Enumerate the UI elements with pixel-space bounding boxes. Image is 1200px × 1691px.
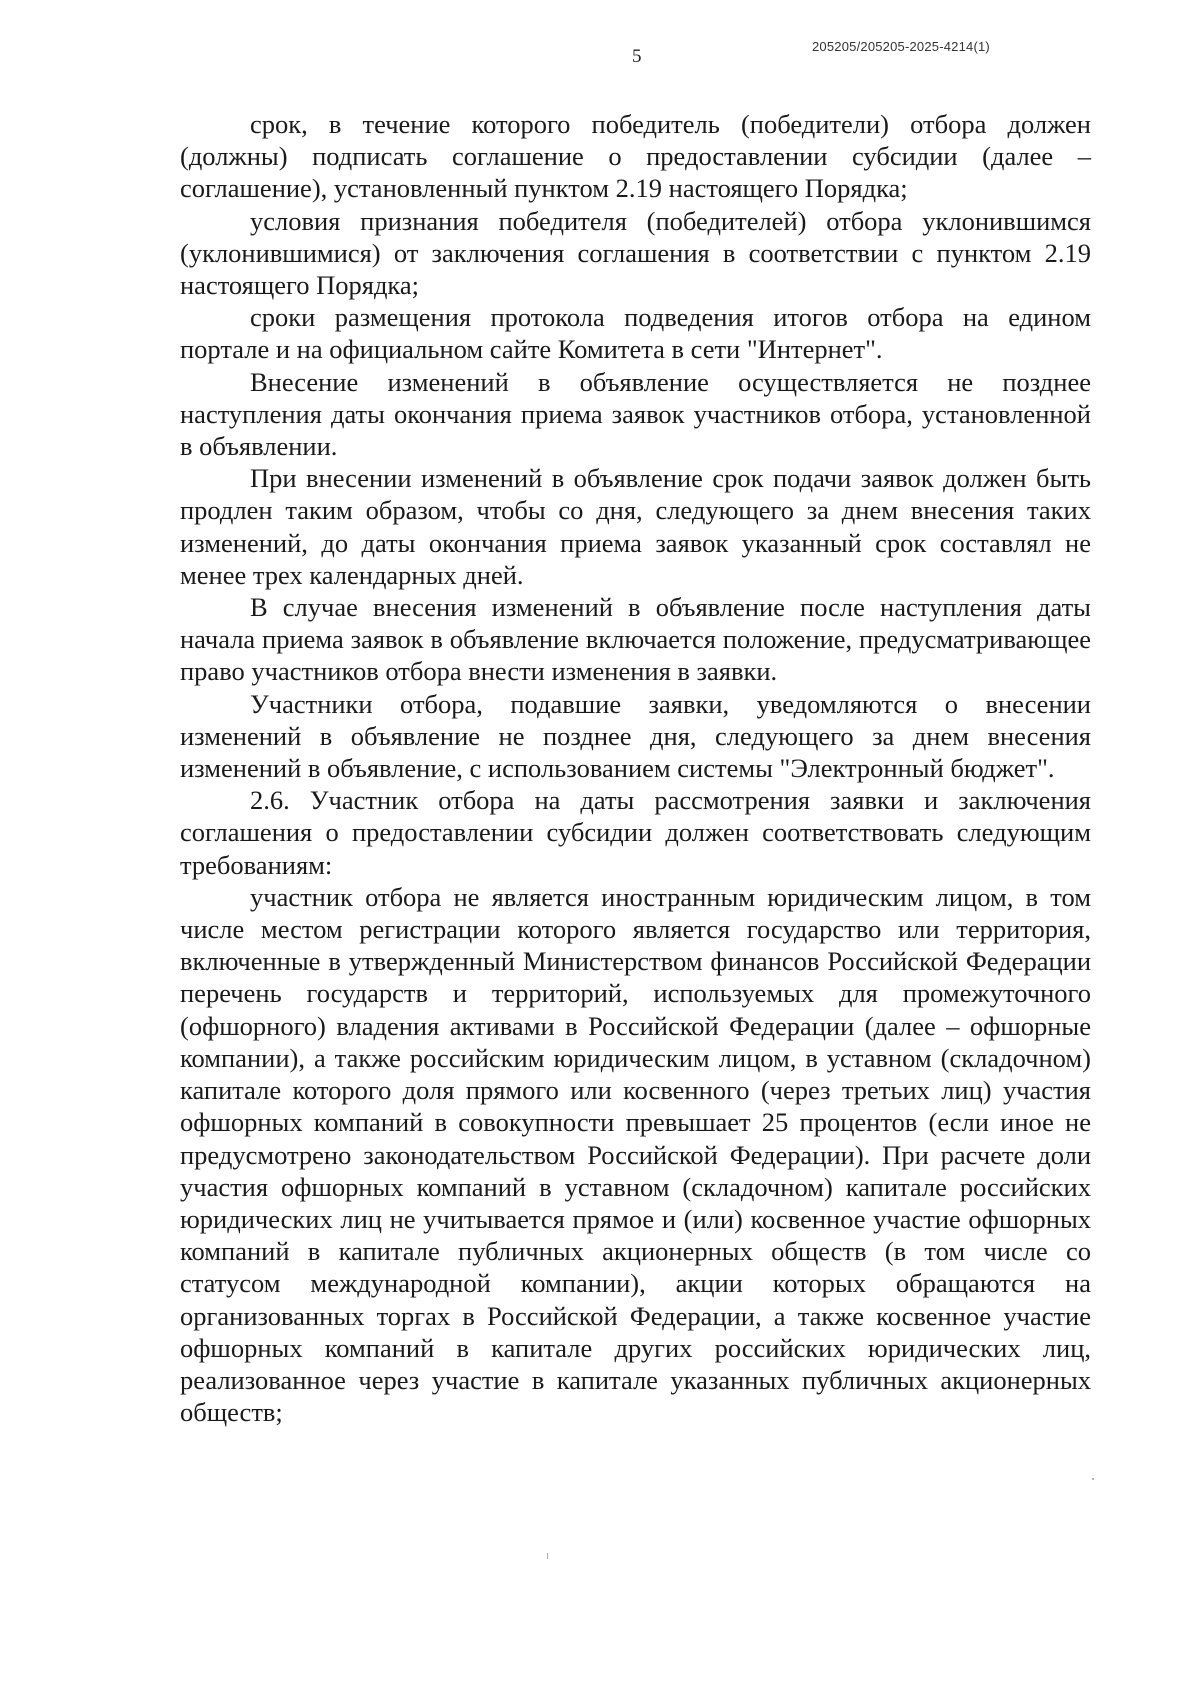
paragraph: 2.6. Участник отбора на даты рассмотрения заявки и заключения соглашения о предоставлении субсидии должен соответствовать следующим требованиям: (180, 785, 1091, 880)
paragraph: Внесение изменений в объявление осуществляется не позднее наступления даты окончания приема заявок участников отбора, установленной в объявлении. (180, 366, 1091, 462)
paragraph: срок, в течение которого победитель (победители) отбора должен (должны) подписать соглашение о предоставлении субсидии (далее – соглашение), установленный пунктом 2.19 настоящего Порядка; (180, 109, 1091, 204)
scan-artifact (547, 1553, 548, 1559)
paragraph: сроки размещения протокола подведения итогов отбора на едином портале и на официальном сайте Комитета в сети "Интернет". (180, 302, 1091, 365)
paragraph: участник отбора не является иностранным юридическим лицом, в том числе местом регистрации которого является государство или территория, включенные в утвержденный Министерством финансов Российской Федерации перечень государств и территорий, используемых для промежуточного (офшорного) владения активами в Российской Федерации (далее – офшорные компании), а также российским юридическим лицом, в уставном (складочном) капитале которого доля прямого или косвенного (через третьих лиц) участия офшорных компаний в совокупности превышает 25 процентов (если иное не предусмотрено законодательством Российской Федерации). При расчете доли участия офшорных компаний в уставном (складочном) капитале российских юридических лиц не учитывается прямое и (или) косвенное участие офшорных компаний в капитале публичных акционерных обществ (в том числе со статусом международной компании), акции которых обращаются на организованных торгах в Российской Федерации, а также косвенное участие офшорных компаний в капитале других российских юридических лиц, реализованное через участие в капитале указанных публичных акционерных обществ; (180, 881, 1091, 1428)
paragraph: условия признания победителя (победителей) отбора уклонившимся (уклонившимися) от заключения соглашения в соответствии с пунктом 2.19 настоящего Порядка; (180, 205, 1091, 301)
document-id: 205205/205205-2025-4214(1) (812, 39, 990, 54)
page-number: 5 (632, 46, 642, 67)
scan-artifact (1092, 1478, 1094, 1480)
document-body (180, 108, 1091, 1428)
paragraph: В случае внесения изменений в объявление после наступления даты начала приема заявок в объявление включается положение, предусматривающее право участников отбора внести изменения в заявки. (180, 592, 1091, 687)
paragraph: Участники отбора, подавшие заявки, уведомляются о внесении изменений в объявление не позднее дня, следующего за днем внесения изменений в объявление, с использованием системы "Электронный бюджет". (180, 688, 1091, 784)
paragraph: При внесении изменений в объявление срок подачи заявок должен быть продлен таким образом, чтобы со дня, следующего за днем внесения таких изменений, до даты окончания приема заявок указанный срок составлял не менее трех календарных дней. (180, 463, 1091, 590)
